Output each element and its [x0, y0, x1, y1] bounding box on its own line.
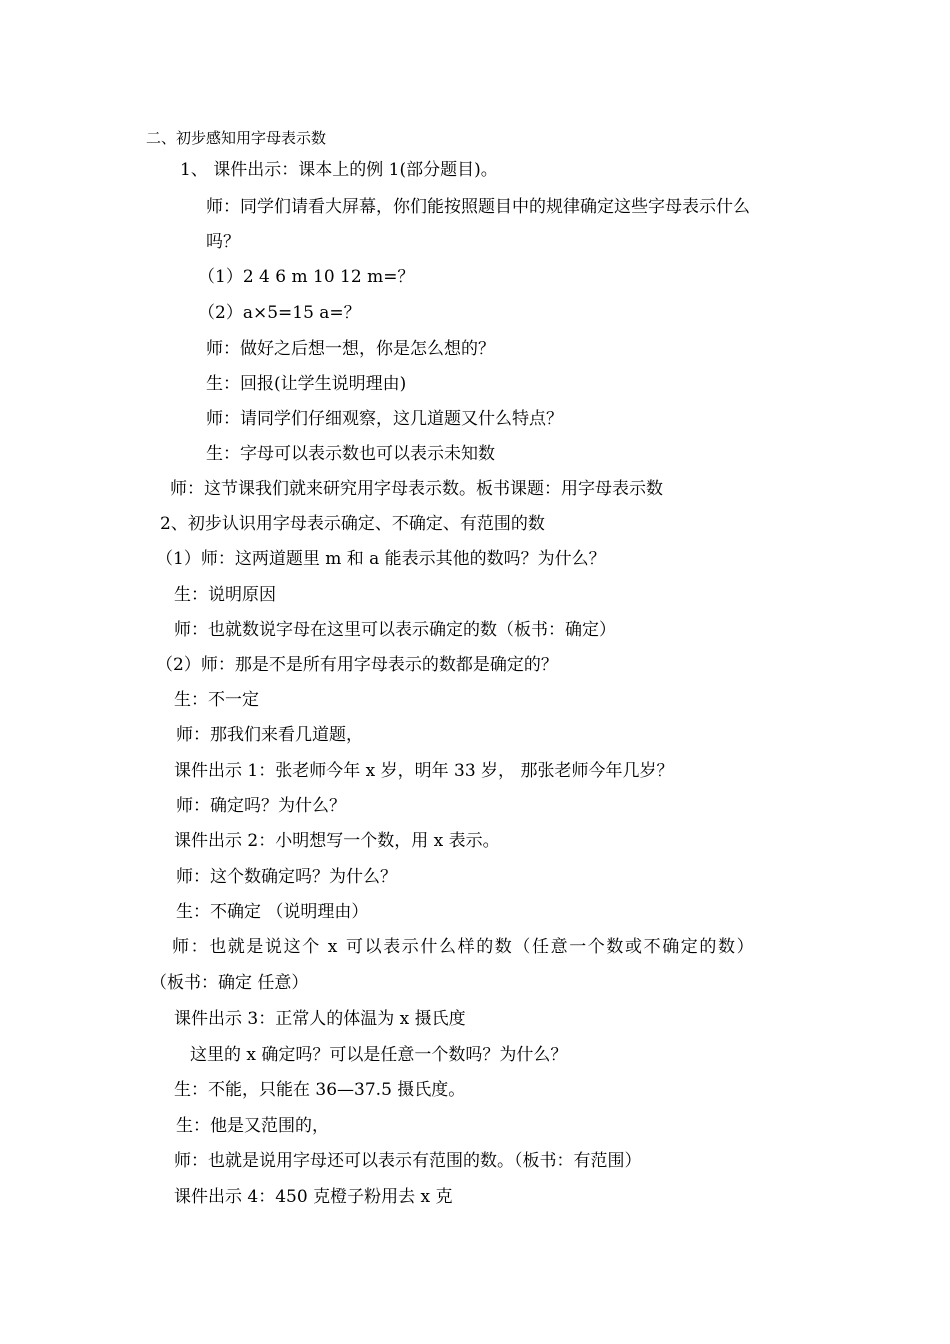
text-line: 师：也就是说这个 x 可以表示什么样的数（任意一个数或不确定的数）	[172, 937, 756, 957]
text-line: 师：同学们请看大屏幕，你们能按照题目中的规律确定这些字母表示什么	[206, 197, 750, 217]
text-line: 这里的 x 确定吗？可以是任意一个数吗？为什么？	[190, 1045, 568, 1065]
text-line: （1）2 4 6 m 10 12 m=？	[198, 267, 415, 287]
text-line: 生：他是又范围的，	[176, 1116, 329, 1136]
text-line: 师：也就数说字母在这里可以表示确定的数（板书：确定）	[174, 620, 616, 640]
text-line: 课件出示 4：450 克橙子粉用去 x 克	[174, 1187, 453, 1207]
text-line: 师：也就是说用字母还可以表示有范围的数。（板书：有范围）	[174, 1151, 642, 1171]
text-line: 生：说明原因	[174, 585, 276, 605]
section-heading: 2、初步认识用字母表示确定、不确定、有范围的数	[160, 514, 545, 534]
text-line: （1）师：这两道题里 m 和 a 能表示其他的数吗？为什么？	[156, 549, 606, 569]
text-line: 师：做好之后想一想，你是怎么想的？	[206, 339, 495, 359]
text-line: 生：字母可以表示数也可以表示未知数	[206, 444, 495, 464]
text-line: 师：那我们来看几道题，	[176, 725, 363, 745]
text-line: 课件出示 3：正常人的体温为 x 摄氏度	[174, 1009, 466, 1029]
text-line: 生：不确定 （说明理由）	[176, 902, 369, 922]
text-line: （板书：确定 任意）	[150, 973, 309, 993]
text-line: 师：这节课我们就来研究用字母表示数。板书课题：用字母表示数	[170, 479, 663, 499]
text-line: 课件出示 2：小明想写一个数，用 x 表示。	[174, 831, 500, 851]
text-line: （2）师：那是不是所有用字母表示的数都是确定的？	[156, 655, 558, 675]
text-line: 课件出示 1：张老师今年 x 岁，明年 33 岁， 那张老师今年几岁？	[174, 761, 674, 781]
text-line: 师：请同学们仔细观察，这几道题又什么特点？	[206, 409, 563, 429]
text-line: 师：确定吗？为什么？	[176, 796, 346, 816]
section-heading: 二、初步感知用字母表示数	[146, 129, 327, 147]
text-line: 生：回报(让学生说明理由)	[206, 374, 407, 394]
text-line: 师：这个数确定吗？为什么？	[176, 867, 397, 887]
text-line: 生：不一定	[174, 690, 259, 710]
text-line: 吗？	[206, 232, 240, 252]
text-line: 1、 课件出示：课本上的例 1(部分题目)。	[180, 160, 498, 180]
text-line: （2）a×5=15 a=？	[198, 303, 361, 323]
text-line: 生：不能，只能在 36—37.5 摄氏度。	[174, 1080, 466, 1100]
